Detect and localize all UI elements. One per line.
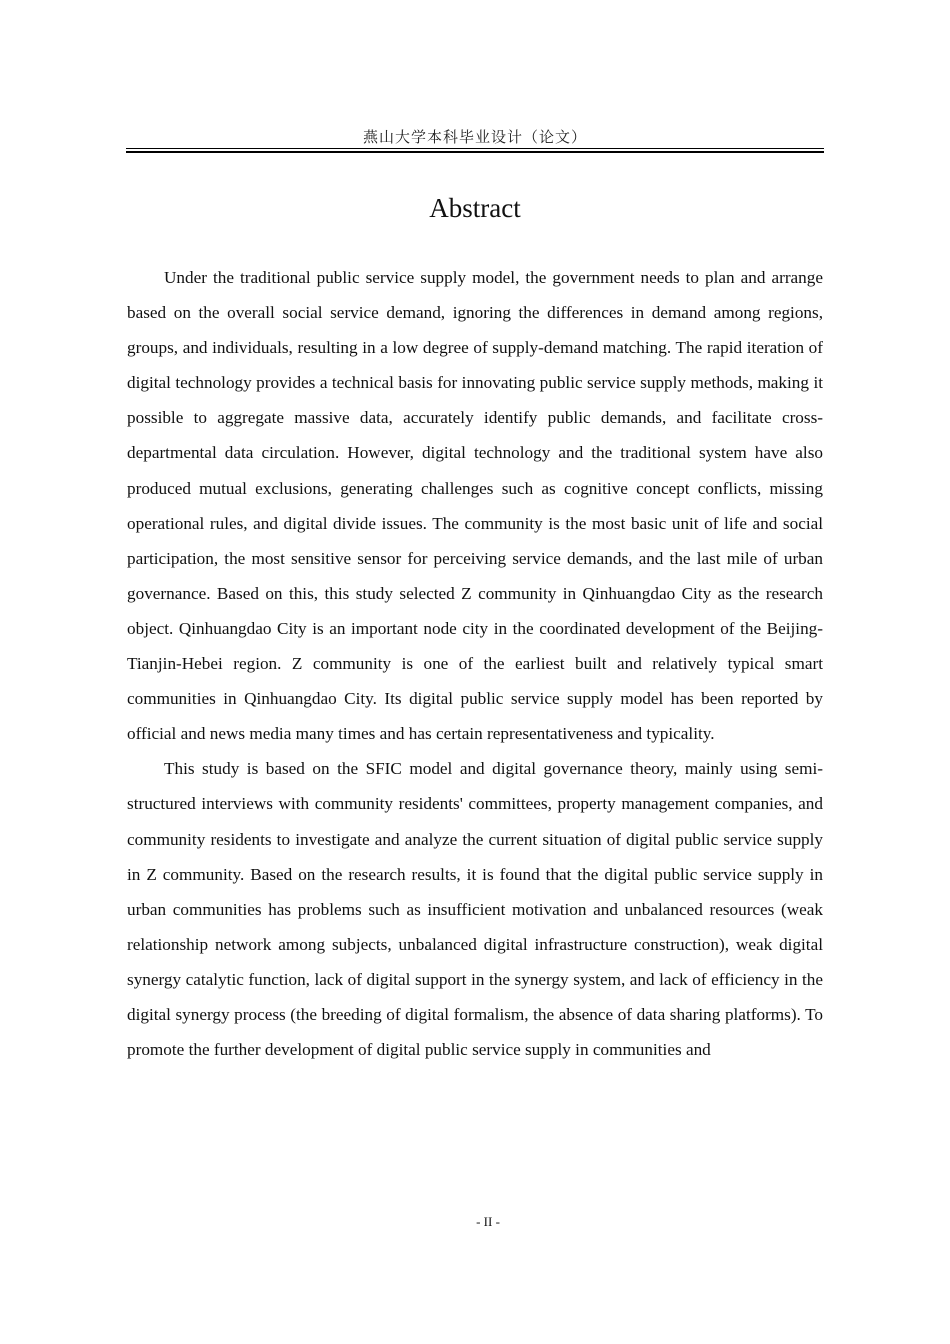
header-rule-thin [126,148,824,149]
abstract-paragraph-2: This study is based on the SFIC model and digital governance theory, mainly using semi-structured interviews with community residents' committees, property management companies, and community residents to investigate and analyze the current situation of digital public service supply in Z community. Based on the research results, it is found that the digital public service supply in urban communities has problems such as insufficient motivation and unbalanced resources (weak relationship network among subjects, unbalanced digital infrastructure construction), weak digital synergy catalytic function, lack of digital support in the synergy system, and lack of efficiency in the digital synergy process (the breeding of digital formalism, the absence of data sharing platforms). To promote the further development of digital public service supply in communities and [127,759,823,1060]
abstract-paragraph-1: Under the traditional public service supply model, the government needs to plan and arrange based on the overall social service demand, ignoring the differences in demand among regions, groups, and individuals, resulting in a low degree of supply-demand matching. The rapid iteration of digital technology provides a technical basis for innovating public service supply methods, making it possible to aggregate massive data, accurately identify public demands, and facilitate cross-departmental data circulation. However, digital technology and the traditional system have also produced mutual exclusions, generating challenges such as cognitive concept conflicts, missing operational rules, and digital divide issues. The community is the most basic unit of life and social participation, the most sensitive sensor for perceiving service demands, and the last mile of urban governance. Based on this, this study selected Z community in Qinhuangdao City as the research object. Qinhuangdao City is an important node city in the coordinated development of the Beijing-Tianjin-Hebei region. Z community is one of the earliest built and relatively typical smart communities in Qinhuangdao City. Its digital public service supply model has been reported by official and news media many times and has certain representativeness and typicality. [127,268,823,744]
abstract-body [127,260,823,1067]
header-rule-thick [126,151,824,153]
page-number: - II - [476,1214,500,1229]
abstract-title: Abstract [429,193,521,223]
running-header: 燕山大学本科毕业设计（论文） [362,128,587,146]
